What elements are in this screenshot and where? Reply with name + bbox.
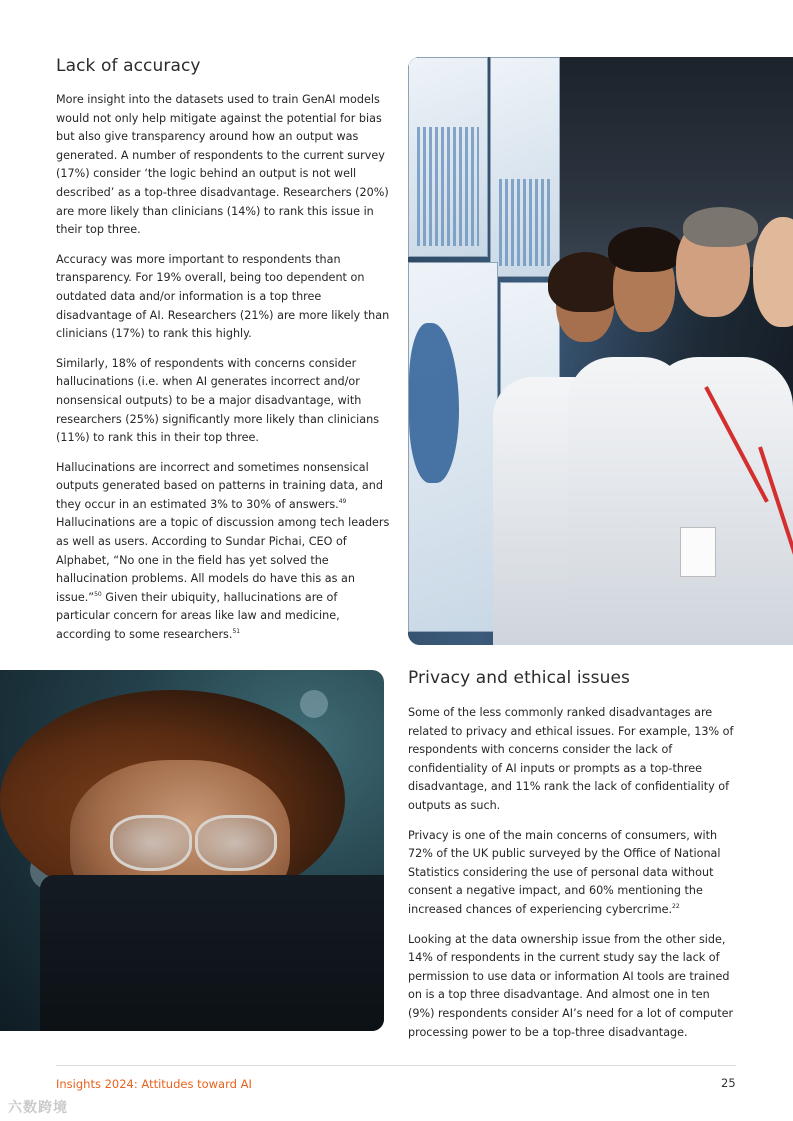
section-heading-accuracy: Lack of accuracy bbox=[56, 56, 201, 76]
footer-title: Insights 2024: Attitudes toward AI bbox=[56, 1077, 252, 1091]
footer-divider bbox=[56, 1065, 736, 1066]
footnote-ref[interactable]: 22 bbox=[672, 902, 680, 910]
paragraph: Similarly, 18% of respondents with concerns consider hallucinations (i.e. when AI generates incorrect and/or nonsensical outputs) to be a major disadvantage, with researchers (25%) significantly more likely than clinicians (11%) to rank this in their top three. bbox=[56, 356, 380, 445]
paragraph-text: Privacy is one of the main concerns of consumers, with 72% of the UK public surveyed by the Office of National Statistics considering the use of personal data without consent a negative impact, and 60% mentioning the increased chances of experiencing cybercrime. bbox=[408, 828, 721, 916]
woman-at-laptop-photo bbox=[0, 670, 384, 1031]
paragraph-text: Hallucinations are a topic of discussion among tech leaders as well as users. According to Sundar Pichai, CEO of Alphabet, “No one in the field has yet solved the hallucination problems. All models do have this as an issue.” bbox=[56, 516, 390, 604]
paragraph: Some of the less commonly ranked disadvantages are related to privacy and ethical issues. For example, 13% of respondents with concerns consider the lack of confidentiality of AI inputs or prompts as a top-three disadvantage, and 11% rank the lack of confidentiality of outputs as such. bbox=[408, 706, 734, 812]
footnote-ref[interactable]: 51 bbox=[232, 628, 241, 636]
paragraph bbox=[408, 827, 738, 920]
footnote-ref[interactable]: 50 bbox=[94, 590, 102, 598]
paragraph-text: Given their ubiquity, hallucinations are of particular concern for areas like law and medicine, according to some researchers. bbox=[56, 590, 340, 642]
footnote-ref[interactable]: 49 bbox=[338, 497, 347, 505]
paragraph-text: Hallucinations are incorrect and sometimes nonsensical outputs generated based on patterns in training data, and they occur in an estimated 3% to 30% of answers. bbox=[56, 460, 383, 511]
page-number: 25 bbox=[721, 1076, 736, 1090]
paragraph bbox=[56, 459, 392, 645]
section-heading-privacy: Privacy and ethical issues bbox=[408, 668, 630, 688]
paragraph: Accuracy was more important to respondents than transparency. For 19% overall, being too dependent on outdated data and/or information is a top three disadvantage of AI. Researchers (21%) are more likely than clinicians (17%) to rank this highly. bbox=[56, 252, 390, 341]
lab-researchers-photo bbox=[408, 57, 793, 645]
paragraph: More insight into the datasets used to train GenAI models would not only help mitigate against the potential for bias but also give transparency around how an output was generated. A number of respondents to the current survey (17%) consider ‘the logic behind an output is not well described’ as a top-three disadvantage. Researchers (20%) are more likely than clinicians (14%) to rank this issue in their top three. bbox=[56, 93, 389, 237]
privacy-body bbox=[408, 704, 738, 1053]
accuracy-body bbox=[56, 91, 392, 656]
paragraph: Looking at the data ownership issue from the other side, 14% of respondents in the current study say the lack of permission to use data or information AI tools are trained on is a top three disadvantage. And almost one in ten (9%) respondents consider AI’s need for a lot of computer processing power to be a top-three disadvantage. bbox=[408, 932, 734, 1039]
watermark: 六数跨境 bbox=[8, 1100, 68, 1116]
